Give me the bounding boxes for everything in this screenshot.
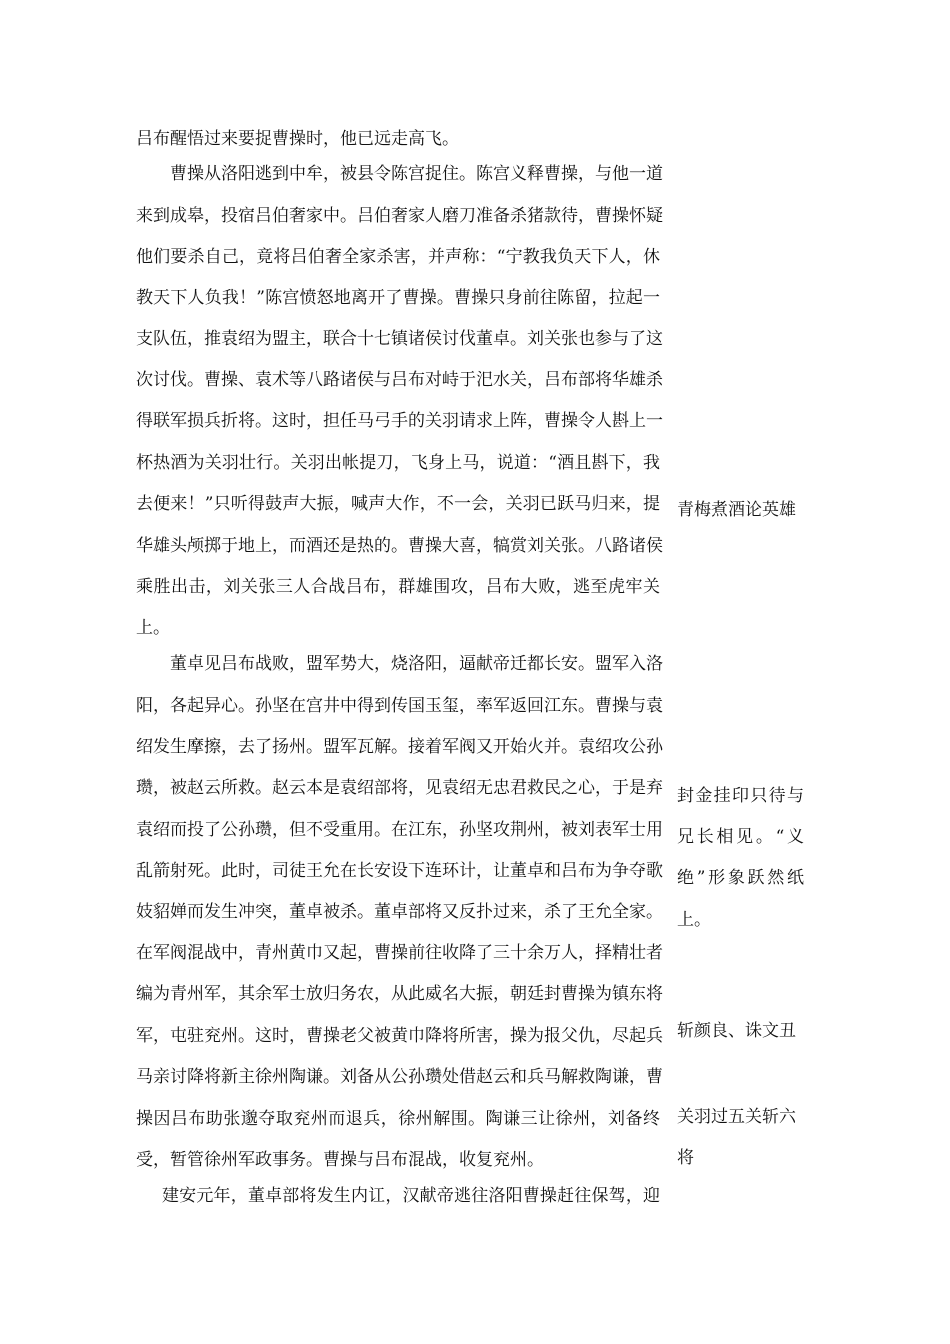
- side-note: 兄长相见。“义: [677, 827, 804, 847]
- text-line: 操因吕布助张邈夺取兖州而退兵，徐州解围。陶谦三让徐州，刘备终: [136, 1109, 660, 1129]
- text-line: 袁绍而投了公孙瓒，但不受重用。在江东，孙坚攻荆州，被刘表军士用: [136, 820, 663, 840]
- side-note: 斩颜良、诛文丑: [677, 1021, 796, 1041]
- text-line: 绍发生摩擦，去了扬州。盟军瓦解。接着军阀又开始火并。袁绍攻公孙: [136, 737, 663, 757]
- text-line: 马亲讨降将新主徐州陶谦。刘备从公孙瓒处借赵云和兵马解救陶谦，曹: [136, 1067, 663, 1087]
- text-line: 乘胜出击，刘关张三人合战吕布，群雄围攻，吕布大败，逃至虎牢关: [136, 577, 660, 597]
- text-line: 吕布醒悟过来要捉曹操时，他已远走高飞。: [136, 129, 459, 149]
- text-line: 上。: [136, 618, 170, 638]
- text-line: 他们要杀自己，竟将吕伯奢全家杀害，并声称：“宁教我负天下人，休: [136, 247, 660, 267]
- side-note: 将: [677, 1148, 694, 1168]
- side-note: 绝”形象跃然纸: [677, 868, 804, 888]
- text-line: 董卓见吕布战败，盟军势大，烧洛阳，逼献帝迁都长安。盟军入洛: [170, 654, 663, 674]
- text-line: 编为青州军，其余军士放归务农，从此威名大振，朝廷封曹操为镇东将: [136, 984, 663, 1004]
- text-line: 教天下人负我！”陈宫愤怒地离开了曹操。曹操只身前往陈留，拉起一: [136, 288, 660, 308]
- text-line: 得联军损兵折将。这时，担任马弓手的关羽请求上阵，曹操令人斟上一: [136, 411, 663, 431]
- text-line: 军，屯驻兖州。这时，曹操老父被黄巾降将所害，操为报父仇，尽起兵: [136, 1026, 663, 1046]
- text-line: 阳，各起异心。孙坚在宫井中得到传国玉玺，率军返回江东。曹操与袁: [136, 696, 663, 716]
- side-note: 青梅煮酒论英雄: [677, 500, 796, 520]
- text-line: 华雄头颅掷于地上，而酒还是热的。曹操大喜，犒赏刘关张。八路诸侯: [136, 536, 663, 556]
- text-line: 妓貂婵而发生冲突，董卓被杀。董卓部将又反扑过来，杀了王允全家。: [136, 902, 663, 922]
- text-line: 在军阀混战中，青州黄巾又起，曹操前往收降了三十余万人，择精壮者: [136, 943, 663, 963]
- side-note: 上。: [677, 910, 711, 930]
- text-line: 杯热酒为关羽壮行。关羽出帐提刀，飞身上马，说道：“酒且斟下，我: [136, 453, 660, 473]
- text-line: 支队伍，推袁绍为盟主，联合十七镇诸侯讨伐董卓。刘关张也参与了这: [136, 329, 663, 349]
- side-note: 关羽过五关斩六: [677, 1107, 796, 1127]
- text-line: 建安元年，董卓部将发生内讧，汉献帝逃往洛阳曹操赶往保驾，迎: [162, 1186, 660, 1206]
- text-line: 瓒，被赵云所救。赵云本是袁绍部将，见袁绍无忠君救民之心，于是弃: [136, 778, 663, 798]
- text-line: 去便来！”只听得鼓声大振，喊声大作，不一会，关羽已跃马归来，提: [136, 494, 660, 514]
- text-line: 曹操从洛阳逃到中牟，被县令陈宫捉住。陈宫义释曹操，与他一道: [170, 164, 663, 184]
- side-note: 封金挂印只待与: [677, 786, 804, 806]
- text-line: 受，暂管徐州军政事务。曹操与吕布混战，收复兖州。: [136, 1150, 544, 1170]
- text-line: 来到成皋，投宿吕伯奢家中。吕伯奢家人磨刀准备杀猪款待，曹操怀疑: [136, 206, 663, 226]
- text-line: 乱箭射死。此时，司徒王允在长安设下连环计，让董卓和吕布为争夺歌: [136, 861, 663, 881]
- text-line: 次讨伐。曹操、袁术等八路诸侯与吕布对峙于汜水关，吕布部将华雄杀: [136, 370, 663, 390]
